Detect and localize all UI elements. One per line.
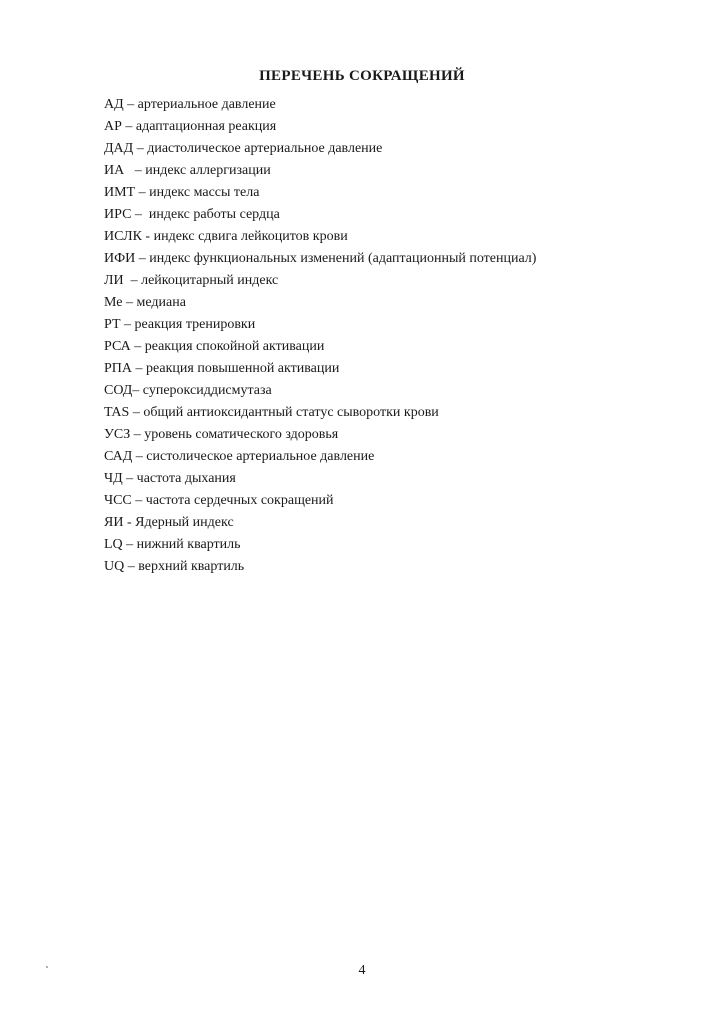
list-item: ЧД – частота дыхания	[104, 471, 236, 486]
list-item: РТ – реакция тренировки	[104, 317, 256, 332]
scan-speck	[46, 966, 48, 968]
list-item: СОД– супероксиддисмутаза	[104, 383, 272, 398]
list-item: UQ – верхний квартиль	[104, 559, 245, 574]
list-item: ЯИ - Ядерный индекс	[104, 515, 234, 530]
list-item: ИСЛК - индекс сдвига лейкоцитов крови	[104, 229, 348, 244]
list-item: УСЗ – уровень соматического здоровья	[104, 427, 339, 442]
list-item: Ме – медиана	[104, 295, 186, 310]
list-item: ЧСС – частота сердечных сокращений	[104, 493, 334, 508]
list-item: ЛИ – лейкоцитарный индекс	[104, 273, 279, 288]
list-item: LQ – нижний квартиль	[104, 537, 241, 552]
list-item: АР – адаптационная реакция	[104, 119, 277, 134]
list-item: TAS – общий антиоксидантный статус сыворотки крови	[104, 405, 439, 420]
list-item: ИМТ – индекс массы тела	[104, 185, 260, 200]
list-item: АД – артериальное давление	[104, 97, 276, 112]
list-item: САД – систолическое артериальное давление	[104, 449, 375, 464]
list-item: РСА – реакция спокойной активации	[104, 339, 325, 354]
page-title: ПЕРЕЧЕНЬ СОКРАЩЕНИЙ	[259, 68, 465, 84]
abbreviation-list	[104, 94, 684, 578]
list-item: ИФИ – индекс функциональных изменений (адаптационный потенциал)	[104, 251, 537, 266]
list-item: РПА – реакция повышенной активации	[104, 361, 340, 376]
list-item: ИРС – индекс работы сердца	[104, 207, 280, 222]
page-number: 4	[358, 963, 366, 978]
list-item: ДАД – диастолическое артериальное давление	[104, 141, 383, 156]
list-item: ИА – индекс аллергизации	[104, 163, 271, 178]
